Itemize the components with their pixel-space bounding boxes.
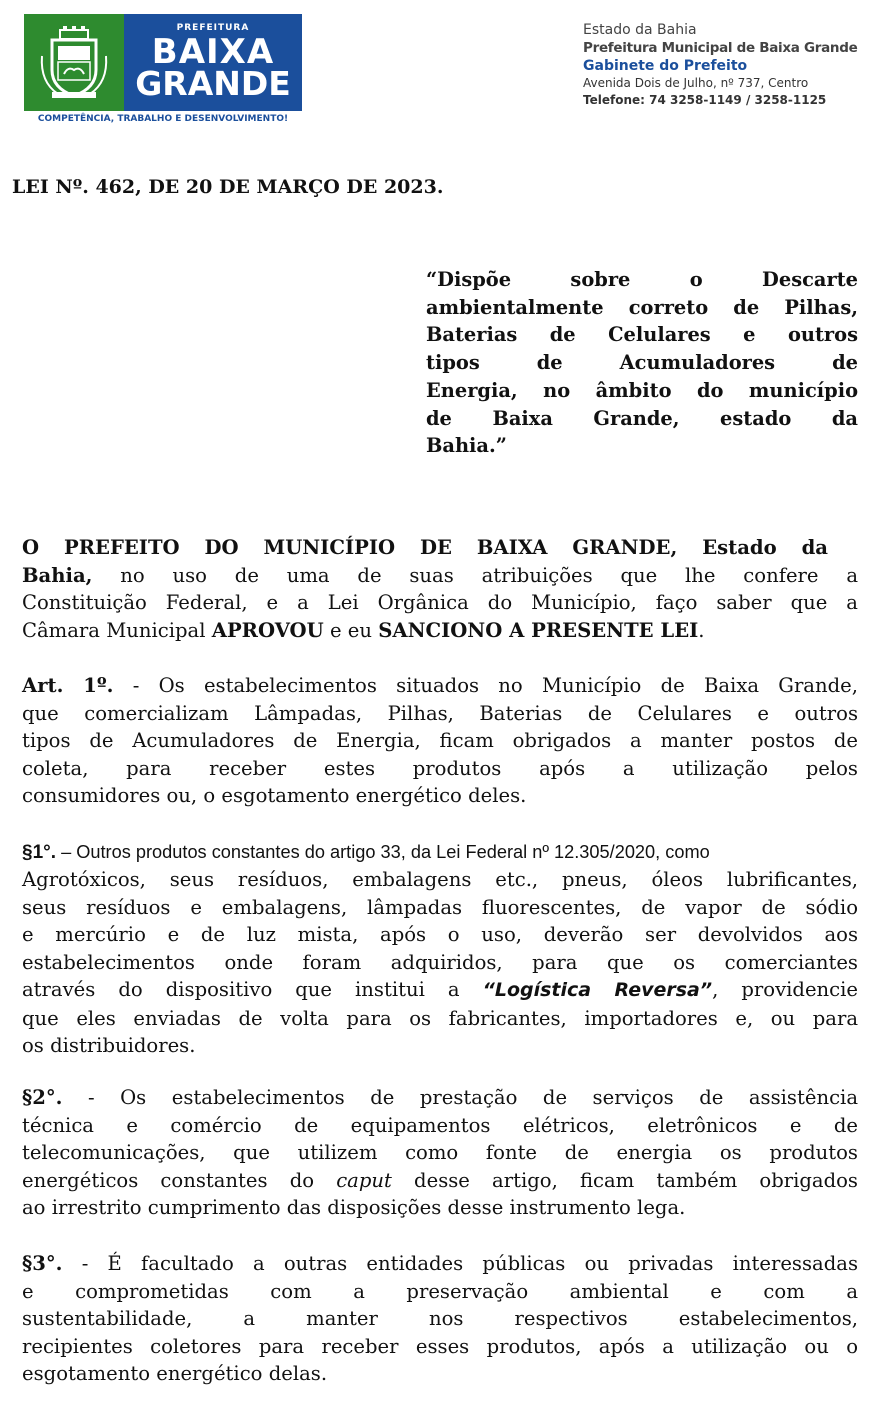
law-title: LEI Nº. 462, DE 20 DE MARÇO DE 2023. <box>12 176 444 198</box>
paragraph-line: sustentabilidade, a manter nos respectivos estabelecimentos, <box>22 1307 858 1330</box>
paragraph-text: energéticos constantes do <box>22 1168 337 1192</box>
logo-city-line1: BAIXA <box>151 32 275 72</box>
article-text: - Os estabelecimentos situados no Município de Baixa Grande, <box>113 674 858 697</box>
paragraph-line <box>22 1084 858 1112</box>
summary-line: Bahia.” <box>426 434 507 458</box>
preamble-text: no uso de uma de suas atribuições que lhe confere a <box>92 563 858 587</box>
logo-wordmark <box>124 14 302 111</box>
paragraph-text: - Os estabelecimentos de prestação de serviços de assistência <box>62 1086 858 1109</box>
paragraph-label: §1°. <box>22 842 57 863</box>
summary-line: ambientalmente correto de Pilhas, <box>426 295 858 319</box>
logo-prefeitura-text: PREFEITURA <box>176 23 250 33</box>
coat-of-arms-icon <box>38 26 110 100</box>
paragraph-line <box>22 1250 858 1278</box>
paragraph-text: – Outros produtos constantes do artigo 33, da Lei Federal nº 12.305/2020, como <box>56 842 710 862</box>
paragraph-line: ao irrestrito cumprimento das disposições desse instrumento lega. <box>22 1196 686 1219</box>
paragraph-2 <box>22 1084 858 1222</box>
paragraph-text: desse artigo, ficam também obrigados <box>391 1168 858 1192</box>
paragraph-line <box>22 976 858 1005</box>
preamble <box>22 534 858 644</box>
prefecture-name: Prefeitura Municipal de Baixa Grande <box>583 40 858 56</box>
preamble-text: Câmara Municipal <box>22 618 212 642</box>
paragraph-line: e comprometidas com a preservação ambiental e com a <box>22 1279 858 1303</box>
article-label: Art. 1º. <box>22 674 114 697</box>
article-line <box>22 672 858 700</box>
paragraph-line <box>22 1167 858 1195</box>
paragraph-text: através do dispositivo que institui a <box>22 978 483 1001</box>
preamble-line: Constituição Federal, e a Lei Orgânica do Município, faço saber que a <box>22 591 858 614</box>
preamble-line <box>22 617 858 645</box>
preamble-line <box>22 562 858 590</box>
summary-line: Baterias de Celulares e outros <box>426 323 858 347</box>
summary-line: “Dispõe sobre o Descarte <box>426 268 858 291</box>
paragraph-1 <box>22 838 858 1060</box>
preamble-bold: Bahia, <box>22 563 93 587</box>
paragraph-line: telecomunicações, que utilizem como fonte de energia os produtos <box>22 1141 858 1164</box>
article-line: coleta, para receber estes produtos após a utilização pelos <box>22 756 858 780</box>
paragraph-text: , providencie <box>712 978 858 1001</box>
prefeitura-logo <box>24 14 302 111</box>
summary-line: Energia, no âmbito do município <box>426 378 858 402</box>
article-1 <box>22 672 858 810</box>
caput-term: caput <box>336 1168 392 1192</box>
summary-line: tipos de Acumuladores de <box>426 351 858 375</box>
paragraph-line: os distribuidores. <box>22 1034 196 1057</box>
coat-of-arms-panel <box>24 14 124 111</box>
phone: Telefone: 74 3258-1149 / 3258-1125 <box>583 93 827 107</box>
summary-line: de Baixa Grande, estado da <box>426 406 858 430</box>
paragraph-line: recipientes coletores para receber esses produtos, após a utilização ou o <box>22 1334 858 1358</box>
preamble-text: . <box>698 618 705 642</box>
paragraph-text: - É facultado a outras entidades públicas ou privadas interessadas <box>62 1252 858 1275</box>
paragraph-line: Agrotóxicos, seus resíduos, embalagens etc., pneus, óleos lubrificantes, <box>22 868 858 891</box>
paragraph-line: esgotamento energético delas. <box>22 1362 328 1385</box>
preamble-line: O PREFEITO DO MUNICÍPIO DE BAIXA GRANDE, Estado da <box>22 536 828 559</box>
logo-slogan: COMPETÊNCIA, TRABALHO E DESENVOLVIMENTO! <box>37 114 289 124</box>
paragraph-line: e mercúrio e de luz mista, após o uso, deverão ser devolvidos aos <box>22 923 858 946</box>
sanction-text: SANCIONO A PRESENTE LEI <box>378 618 699 642</box>
paragraph-line <box>22 838 858 866</box>
logo-city-line2: GRANDE <box>135 64 291 103</box>
article-line: tipos de Acumuladores de Energia, ficam obrigados a manter postos de <box>22 729 858 752</box>
paragraph-line: seus resíduos e embalagens, lâmpadas fluorescentes, de vapor de sódio <box>22 895 858 919</box>
paragraph-line: que eles enviadas de volta para os fabricantes, importadores e, ou para <box>22 1006 858 1030</box>
approved-text: APROVOU <box>211 618 324 642</box>
address: Avenida Dois de Julho, nº 737, Centro <box>583 76 809 90</box>
paragraph-label: §2°. <box>22 1086 63 1109</box>
paragraph-line: estabelecimentos onde foram adquiridos, para que os comerciantes <box>22 950 858 974</box>
paragraph-label: §3°. <box>22 1252 63 1275</box>
logistica-reversa-term: “Logística Reversa” <box>482 979 713 1001</box>
preamble-text: e eu <box>323 618 379 642</box>
article-line: consumidores ou, o esgotamento energético deles. <box>22 784 527 807</box>
office-name: Gabinete do Prefeito <box>583 58 748 74</box>
state-name: Estado da Bahia <box>583 22 697 38</box>
letterhead-info <box>583 21 873 109</box>
law-summary <box>426 266 858 460</box>
paragraph-line: técnica e comércio de equipamentos elétricos, eletrônicos e de <box>22 1113 858 1137</box>
article-line: que comercializam Lâmpadas, Pilhas, Baterias de Celulares e outros <box>22 701 858 725</box>
paragraph-3 <box>22 1250 858 1388</box>
